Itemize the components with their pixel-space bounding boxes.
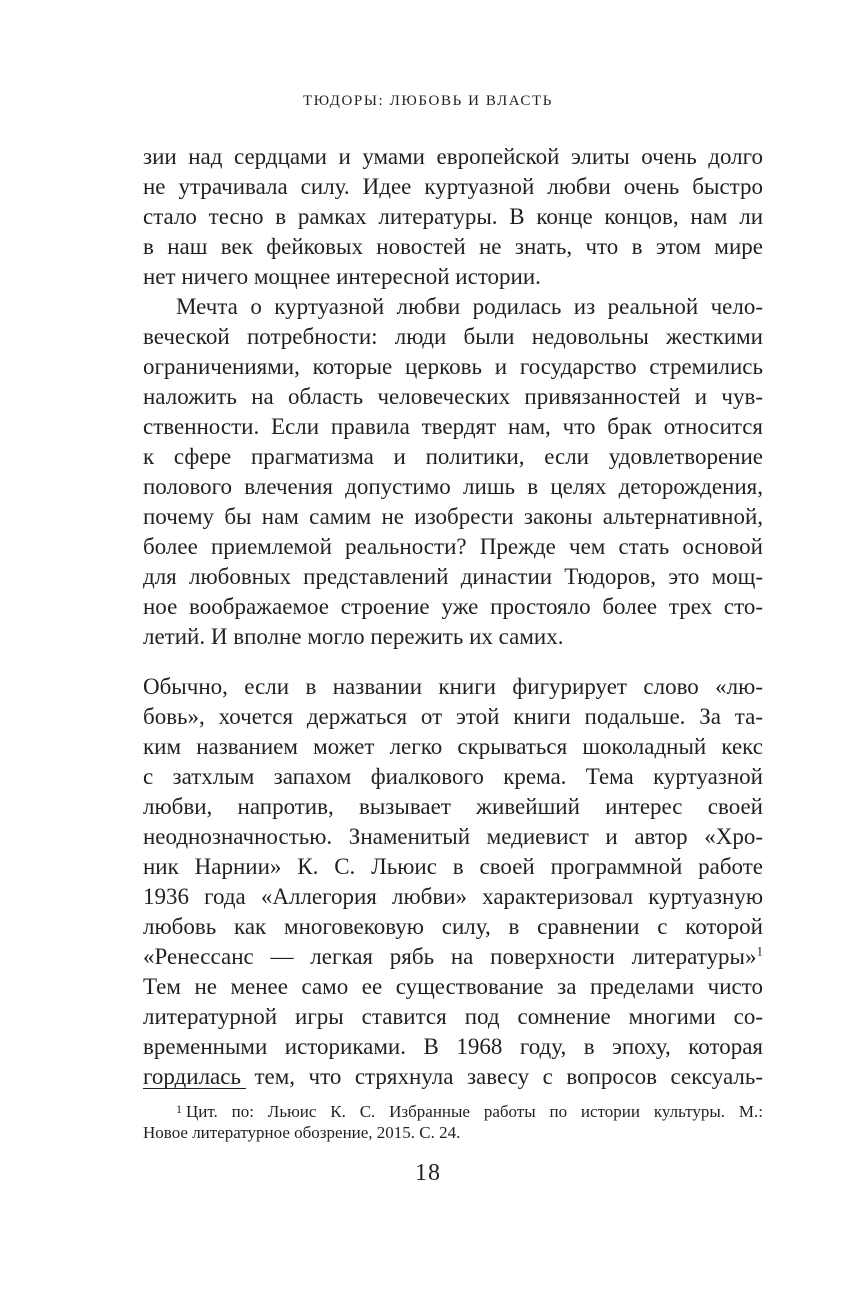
- text-line: Обычно, если в названии книги фигурирует слово «лю-: [143, 674, 763, 699]
- text-line: временными историками. В 1968 году, в эпоху, которая: [143, 1034, 763, 1059]
- text-line: полового влечения допустимо лишь в целях деторождения,: [143, 474, 763, 499]
- text-line: ограничениями, которые церковь и государство стремились: [143, 354, 763, 379]
- text-line-with-footnote-ref: [143, 942, 763, 972]
- text-line: летий. И вполне могло пережить их самих.: [143, 624, 564, 649]
- text-line: с затхлым запахом фиалкового крема. Тема куртуазной: [143, 764, 763, 789]
- footnote-mark: 1: [176, 1102, 182, 1116]
- text-line: Мечта о куртуазной любви родилась из реальной чело-: [176, 294, 763, 319]
- text-line: для любовных представлений династии Тюдоров, это мощ-: [143, 564, 763, 589]
- text-line: зии над сердцами и умами европейской элиты очень долго: [143, 144, 763, 169]
- text-line: неоднозначностью. Знаменитый медиевист и автор «Хро-: [143, 824, 763, 849]
- text-line: к сфере прагматизма и политики, если удовлетворение: [143, 444, 763, 469]
- text-line: почему бы нам самим не изобрести законы альтернативной,: [143, 504, 763, 529]
- footnote-reference[interactable]: 1: [756, 943, 763, 959]
- text-line: в наш век фейковых новостей не знать, что в этом мире: [143, 234, 763, 259]
- text-line: ник Нарнии» К. С. Льюис в своей программной работе: [143, 854, 763, 879]
- text-line: более приемлемой реальности? Прежде чем стать основой: [143, 534, 763, 559]
- running-head: ТЮДОРЫ: ЛЮБОВЬ И ВЛАСТЬ: [302, 93, 553, 109]
- text-line: Тем не менее само ее существование за пределами чисто: [143, 974, 763, 999]
- footnote-divider: [143, 1088, 246, 1089]
- text-line: 1936 года «Аллегория любви» характеризовал куртуазную: [143, 884, 763, 909]
- footnote-line: Новое литературное обозрение, 2015. С. 24.: [143, 1123, 461, 1142]
- text-line: ким названием может легко скрываться шоколадный кекс: [143, 734, 763, 759]
- text-line: не утрачивала силу. Идее куртуазной любви очень быстро: [143, 174, 763, 199]
- text-line: литературной игры ставится под сомнение многими со-: [143, 1004, 763, 1029]
- paragraph-3: [143, 672, 763, 1092]
- footnote: [143, 1097, 763, 1145]
- footnote-line: [143, 1097, 763, 1121]
- text-line: гордилась тем, что стряхнула завесу с вопросов сексуаль-: [143, 1064, 763, 1089]
- text-line: ное воображаемое строение уже простояло более трех сто-: [143, 594, 763, 619]
- paragraph-1: [143, 142, 763, 292]
- text-line-content: «Ренессанс — легкая рябь на поверхности литературы»: [143, 944, 757, 969]
- text-line: наложить на область человеческих привязанностей и чув-: [143, 384, 763, 409]
- text-line: любовь как многовековую силу, в сравнении с которой: [143, 914, 763, 939]
- text-line: стало тесно в рамках литературы. В конце концов, нам ли: [143, 204, 763, 229]
- text-line: ственности. Если правила твердят нам, что брак относится: [143, 414, 763, 439]
- page-number: 18: [415, 1160, 441, 1186]
- text-line: нет ничего мощнее интересной истории.: [143, 264, 541, 289]
- footnote-text: Цит. по: Льюис К. С. Избранные работы по истории культуры. М.:: [186, 1102, 763, 1121]
- text-line: веческой потребности: люди были недовольны жесткими: [143, 324, 763, 349]
- text-line: бовь», хочется держаться от этой книги подальше. За та-: [143, 704, 763, 729]
- paragraph-2: [143, 292, 763, 652]
- text-line: любви, напротив, вызывает живейший интерес своей: [143, 794, 763, 819]
